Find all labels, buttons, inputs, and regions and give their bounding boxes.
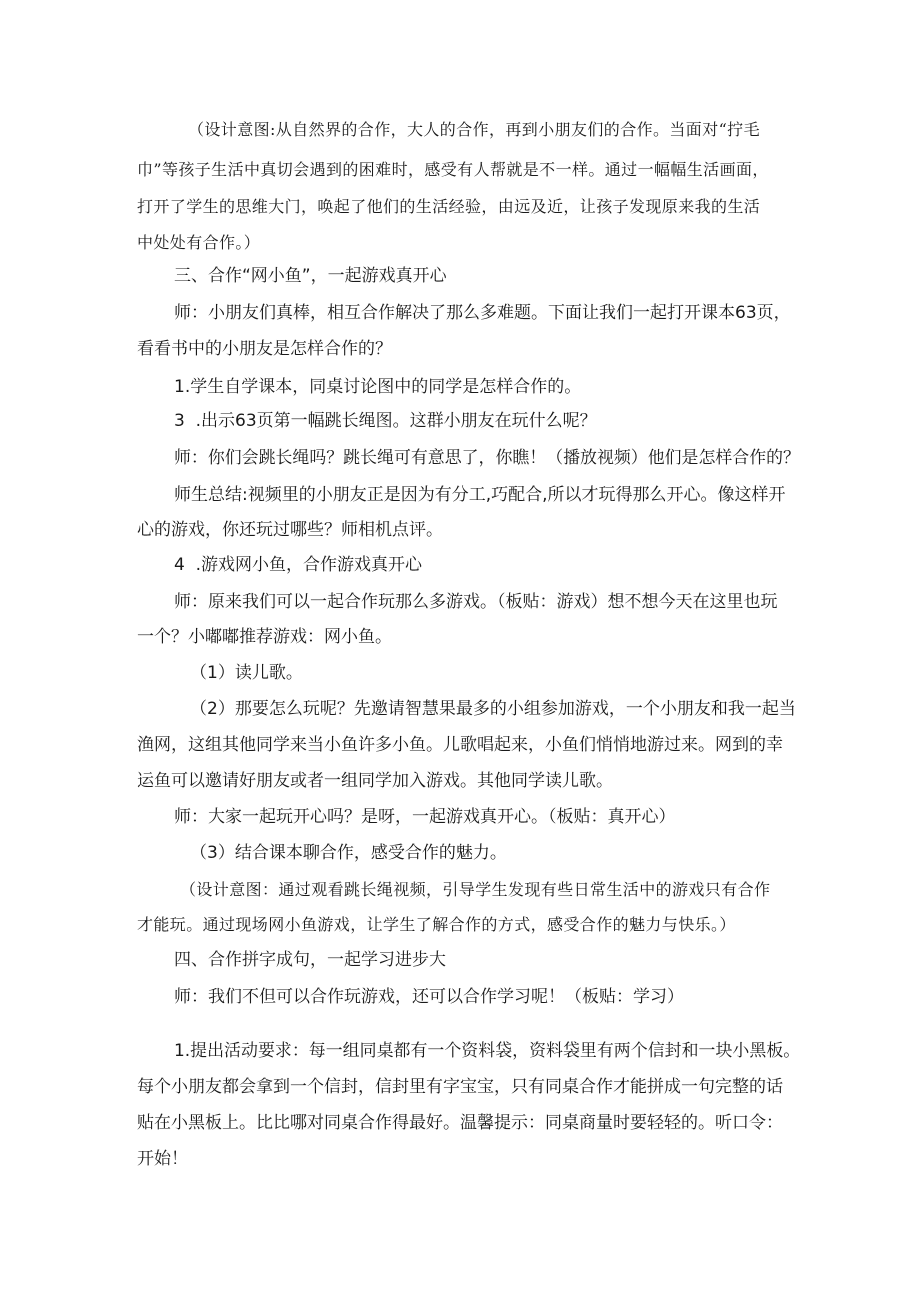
text-line: 渔网，这组其他同学来当小鱼许多小鱼。儿歌唱起来，小鱼们悄悄地游过来。网到的幸 xyxy=(137,735,783,755)
sub-item-3: （3）结合课本聊合作，感受合作的魅力。 xyxy=(190,843,507,863)
text-line: 1.提出活动要求：每一组同桌都有一个资料袋，资料袋里有两个信封和一块小黑板。 xyxy=(174,1041,801,1061)
text-line: 才能玩。通过现场网小鱼游戏，让学生了解合作的方式，感受合作的魅力与快乐。） xyxy=(137,915,736,934)
text-line: 巾”等孩子生活中真切会遇到的困难时，感受有人帮就是不一样。通过一幅幅生活画面， xyxy=(137,160,769,179)
list-item-3: 3 .出示63页第一幅跳长绳图。这群小朋友在玩什么呢？ xyxy=(174,411,597,431)
text-line: （设计意图：通过观看跳长绳视频，引导学生发现有些日常生活中的游戏只有合作 xyxy=(180,880,771,899)
paragraph-teacher-study: 师：我们不但可以合作玩游戏，还可以合作学习呢！（板贴：学习） xyxy=(174,987,684,1007)
text-line: 打开了学生的思维大门，唤起了他们的生活经验，由远及近，让孩子发现原来我的生活 xyxy=(137,197,761,216)
text-line: 中处处有合作。） xyxy=(137,233,261,252)
section-heading-4: 四、合作拼字成句，一起学习进步大 xyxy=(174,950,446,970)
text-line: 师：原来我们可以一起合作玩那么多游戏。（板贴：游戏）想不想今天在这里也玩 xyxy=(174,592,778,612)
paragraph-teacher-fun: 师：大家一起玩开心吗？是呀，一起游戏真开心。（板贴：真开心） xyxy=(174,807,676,827)
sub-item-1: （1）读儿歌。 xyxy=(190,663,303,683)
text-line: 看看书中的小朋友是怎样合作的？ xyxy=(137,339,392,359)
text-line: 运鱼可以邀请好朋友或者一组同学加入游戏。其他同学读儿歌。 xyxy=(137,771,613,791)
text-line: （2）那要怎么玩呢？先邀请智慧果最多的小组参加游戏，一个小朋友和我一起当 xyxy=(190,699,796,719)
text-line: 每个小朋友都会拿到一个信封，信封里有字宝宝，只有同桌合作才能拼成一句完整的话 xyxy=(137,1077,783,1097)
text-line: 师生总结:视频里的小朋友正是因为有分工,巧配合,所以才玩得那么开心。像这样开 xyxy=(174,485,786,505)
list-item-1: 1.学生自学课本，同桌讨论图中的同学是怎样合作的。 xyxy=(174,377,582,397)
text-line: （设计意图:从自然界的合作，大人的合作，再到小朋友们的合作。当面对“拧毛 xyxy=(188,120,760,139)
text-line: 开始！ xyxy=(137,1149,188,1169)
text-line: 贴在小黑板上。比比哪对同桌合作得最好。温馨提示：同桌商量时要轻轻的。听口令： xyxy=(137,1113,783,1133)
paragraph-teacher-rope: 师：你们会跳长绳吗？跳长绳可有意思了，你瞧！（播放视频）他们是怎样合作的？ xyxy=(174,448,800,468)
section-heading-3: 三、合作“网小鱼”，一起游戏真开心 xyxy=(174,266,447,286)
text-line: 心的游戏，你还玩过哪些？师相机点评。 xyxy=(137,520,443,540)
text-line: 师：小朋友们真棒，相互合作解决了那么多难题。下面让我们一起打开课本63页， xyxy=(174,303,791,323)
text-line: 一个？小嘟嘟推荐游戏：网小鱼。 xyxy=(137,627,392,647)
list-item-4: 4 .游戏网小鱼，合作游戏真开心 xyxy=(174,555,423,575)
